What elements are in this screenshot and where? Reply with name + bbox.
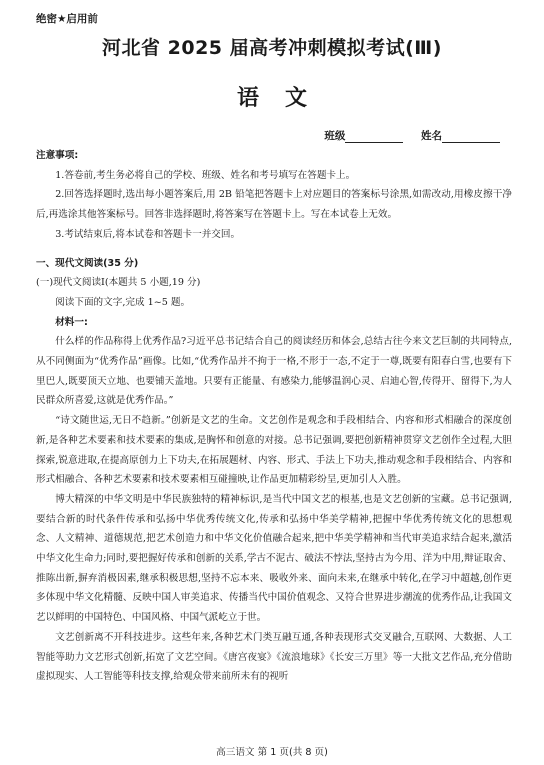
notice-title: 注意事项: <box>36 150 79 161</box>
notice-item: 3.考试结束后,将本试卷和答题卡一并交回。 <box>55 228 241 240</box>
section-subtitle: (一)现代文阅读Ⅰ(本题共 5 小题,19 分) <box>36 277 201 289</box>
class-blank[interactable] <box>345 142 403 143</box>
material-paragraph: 文艺创新离不开科技进步。这些年来,各种艺术门类互融互通,各种表现形式交叉融合,互联网、大数据、人工智能等助力文艺形式创新,拓宽了文艺空间。《唐宫夜宴》《流浪地球》《长安三万里》等一大批文艺作品,充分借助虚拟现实、人工智能等科技支撑,给观众带来前所未有的视听 <box>36 631 512 683</box>
material-paragraph: 什么样的作品称得上优秀作品?习近平总书记结合自己的阅读经历和体会,总结古往今来文艺巨制的共同特点,从不同侧面为“优秀作品”画像。比如,“优秀作品并不拘于一格,不形于一态,不定于一尊,既要有阳春白雪,也要有下里巴人,既要顶天立地、也要铺天盖地。只要有正能量、有感染力,能够温润心灵、启迪心智,传得开、留得下,为人民群众所喜爱,这就是优秀作品。” <box>36 336 512 407</box>
section-instruction: 阅读下面的文字,完成 1~5 题。 <box>55 296 191 308</box>
name-label: 姓名 <box>421 130 442 142</box>
student-info-fields <box>324 128 500 143</box>
subject-title: 语文 <box>236 86 333 111</box>
exam-title: 河北省 2025 届高考冲刺模拟考试(Ⅲ) <box>102 37 442 59</box>
page-footer: 高三语文 第 1 页(共 8 页) <box>216 747 328 758</box>
material-paragraph: 博大精深的中华文明是中华民族独特的精神标识,是当代中国文艺的根基,也是文艺创新的宝藏。总书记强调,要结合新的时代条件传承和弘扬中华优秀传统文化,传承和弘扬中华美学精神,把握中华优秀传统文化的思想观念、人文精神、道德规范,把艺术创造力和中华文化价值融合起来,把中华美学精神和当代审美追求结合起来,激活中华文化生命力;同时,要把握好传承和创新的关系,学古不泥古、破法不悖法,坚持古为今用、洋为中用,辩证取舍、推陈出新,摒弃消极因素,继承积极思想,坚持不忘本来、吸收外来、面向未来,在继承中转化,在学习中超越,创作更多体现中华文化精髓、反映中国人审美追求、传播当代中国价值观念、又符合世界进步潮流的优秀作品,让我国文艺以鲜明的中国特色、中国风格、中国气派屹立于世。 <box>36 493 512 624</box>
material-paragraph: “诗文随世运,无日不趋新。”创新是文艺的生命。文艺创作是观念和手段相结合、内容和形式相融合的深度创新,是各种艺术要素和技术要素的集成,是胸怀和创意的对接。总书记强调,要把创新精神贯穿文艺创作全过程,大胆探索,锐意进取,在提高原创力上下功夫,在拓展题材、内容、形式、手法上下功夫,推动观念和手段相结合、内容和形式相融合、各种艺术要素和技术要素相互碰撞映,让作品更加精彩纷呈,更加引人入胜。 <box>36 415 512 486</box>
section-title: 一、现代文阅读(35 分) <box>36 257 139 269</box>
exam-body <box>36 146 512 687</box>
notice-item: 2.回答选择题时,选出每小题答案后,用 2B 铅笔把答题卡上对应题目的答案标号涂黑,如需改动,用橡皮擦干净后,再选涂其他答案标号。回答非选择题时,将答案写在答题卡上。写在本试卷上无效。 <box>36 189 512 221</box>
secret-label: 绝密★启用前 <box>36 13 98 25</box>
material-label: 材料一: <box>55 316 88 328</box>
name-blank[interactable] <box>442 142 500 143</box>
notice-item: 1.答卷前,考生务必将自己的学校、班级、姓名和考号填写在答题卡上。 <box>55 169 356 181</box>
class-label: 班级 <box>324 130 346 142</box>
